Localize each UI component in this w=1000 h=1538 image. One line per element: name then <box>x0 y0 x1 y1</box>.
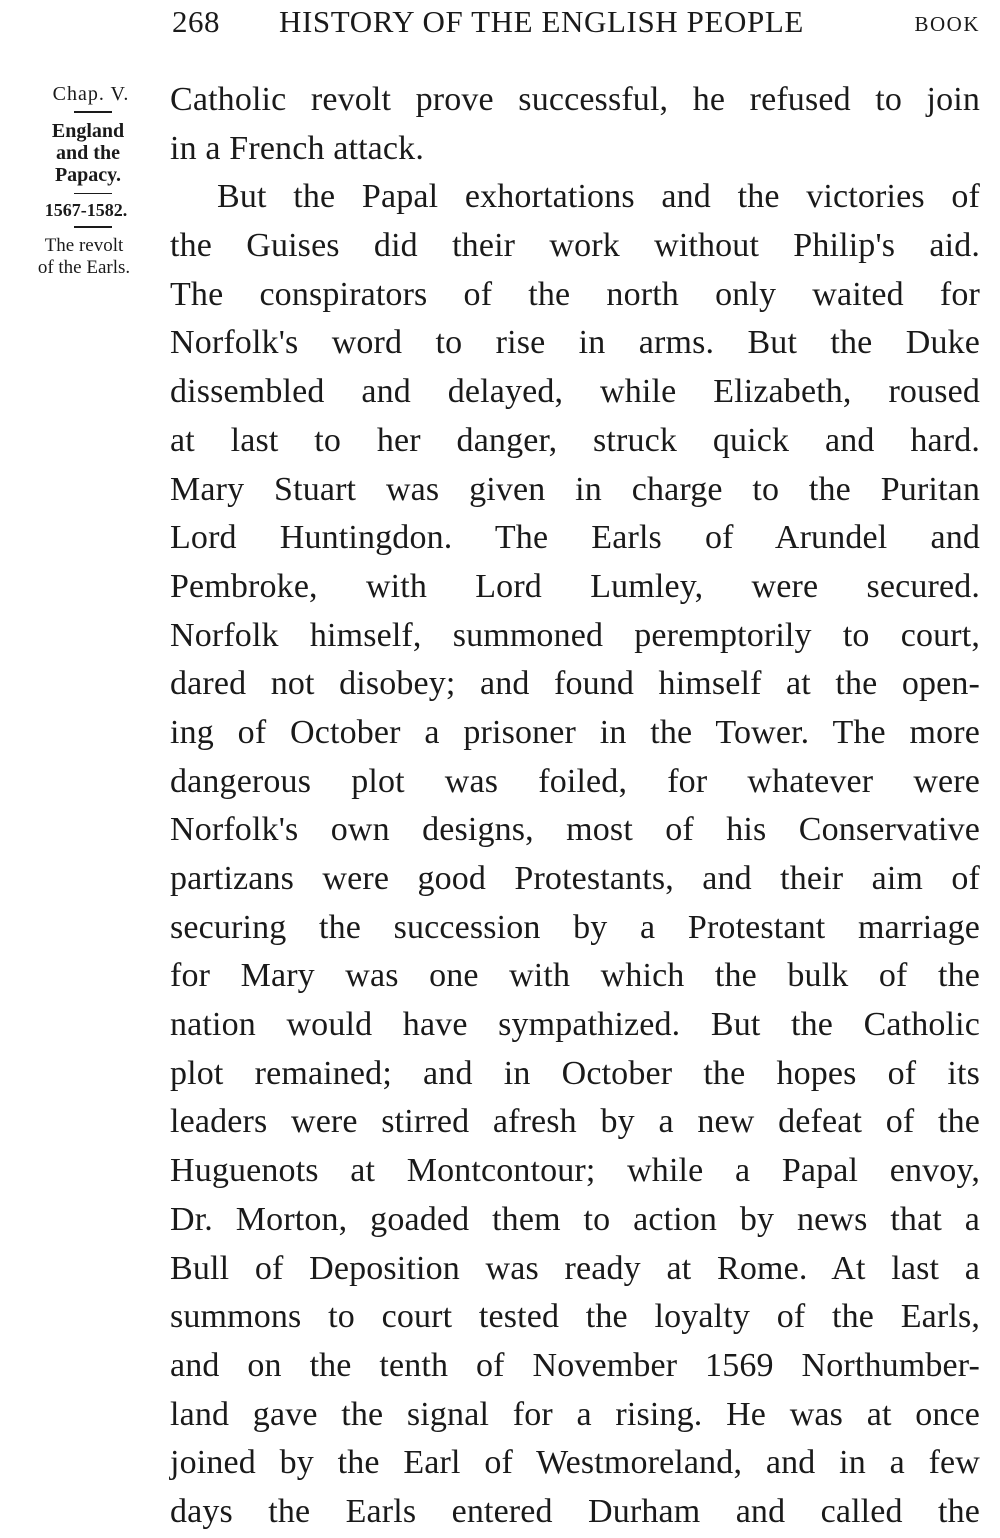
page-number: 268 <box>172 4 220 39</box>
text-line: days the Earls entered Durham and called the <box>170 1492 980 1530</box>
text-line: for Mary was one with which the bulk of the <box>170 957 980 995</box>
margin-divider <box>74 226 112 228</box>
running-head <box>172 2 980 46</box>
running-book-label: BOOK <box>914 12 980 36</box>
margin-dates-note: 1567-1582. <box>44 200 128 221</box>
text-line: dared not disobey; and found himself at the open- <box>170 665 980 703</box>
margin-topic-line-1: England <box>51 119 125 142</box>
text-line: in a French attack. <box>170 129 424 167</box>
margin-chapter-note: Chap. V. <box>52 83 130 105</box>
margin-topic-line-2: and the <box>56 141 120 164</box>
margin-section-line-2: of the Earls. <box>37 256 131 278</box>
running-title: HISTORY OF THE ENGLISH PEOPLE <box>279 4 804 39</box>
text-line: ing of October a prisoner in the Tower. The more <box>170 713 980 751</box>
text-line: joined by the Earl of Westmoreland, and in a few <box>170 1444 980 1482</box>
text-line: nation would have sympathized. But the Catholic <box>170 1006 980 1044</box>
text-line: dissembled and delayed, while Elizabeth, roused <box>170 373 980 411</box>
text-line: the Guises did their work without Philip's aid. <box>170 227 980 265</box>
text-line: plot remained; and in October the hopes of its <box>170 1054 980 1092</box>
text-line: at last to her danger, struck quick and hard. <box>170 421 980 459</box>
margin-notes <box>12 84 160 279</box>
margin-divider <box>74 193 112 195</box>
text-line: Lord Huntingdon. The Earls of Arundel and <box>170 519 980 557</box>
text-line: Bull of Deposition was ready at Rome. At last a <box>170 1249 980 1287</box>
text-line: leaders were stirred afresh by a new defeat of the <box>170 1103 980 1141</box>
text-line: Huguenots at Montcontour; while a Papal envoy, <box>170 1152 980 1190</box>
margin-section-line-1: The revolt <box>44 234 124 256</box>
text-line: summons to court tested the loyalty of the Earls, <box>170 1298 980 1336</box>
text-line: Norfolk's own designs, most of his Conservative <box>170 811 980 849</box>
margin-divider <box>74 111 112 113</box>
text-line: land gave the signal for a rising. He was at once <box>170 1395 980 1433</box>
text-line: Mary Stuart was given in charge to the Puritan <box>170 470 980 508</box>
text-line: Catholic revolt prove successful, he refused to join <box>170 81 980 118</box>
text-line: dangerous plot was foiled, for whatever were <box>170 762 980 800</box>
text-line: Dr. Morton, goaded them to action by news that a <box>170 1200 980 1238</box>
margin-topic-line-3: Papacy. <box>54 163 122 186</box>
text-line: But the Papal exhortations and the victories of <box>217 178 980 216</box>
text-line: securing the succession by a Protestant marriage <box>170 908 980 946</box>
body-text <box>170 76 980 1537</box>
text-line: The conspirators of the north only waited for <box>170 275 980 313</box>
text-line: Norfolk's word to rise in arms. But the Duke <box>170 324 980 362</box>
text-line: Norfolk himself, summoned peremptorily to court, <box>170 616 980 654</box>
text-line: Pembroke, with Lord Lumley, were secured. <box>170 567 980 605</box>
text-line: and on the tenth of November 1569 Northumber- <box>170 1346 980 1384</box>
text-line: partizans were good Protestants, and their aim of <box>170 860 980 897</box>
